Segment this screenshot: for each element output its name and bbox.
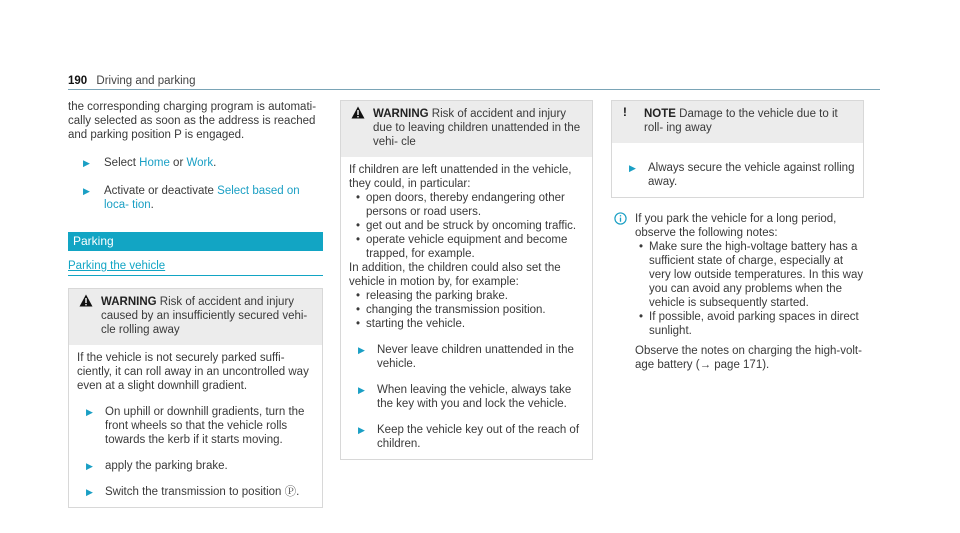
list-item: • If possible, avoid parking spaces in direct sunlight. [635,310,864,338]
warning-box-children [340,100,593,460]
header-divider [68,89,880,90]
warning-text: Risk of accident and injury caused by an insufficiently secured vehi- cle rolling away [101,296,308,336]
intro-paragraph: the corresponding charging program is automati- cally selected as soon as the address is reached and parking position P is engaged. [68,101,317,141]
page-number: 190 [68,75,88,87]
note-step: ▶ Always secure the vehicle against rolling away. [629,162,855,188]
section-title-bar: Parking [68,232,323,251]
warning-triangle-icon [351,106,365,119]
warning-text: Risk of accident and injury due to leaving children unattended in the vehi- cle [373,108,581,148]
bullet-list [635,240,864,338]
warning-box-rolling [68,288,323,508]
warning-step: ▶ Switch the transmission to position Ⓟ. [86,486,300,498]
step-arrow-icon: ▶ [86,461,93,471]
note-body [612,143,863,197]
warning-label: WARNING [101,296,157,308]
warning-body [69,345,322,507]
column-middle [340,100,593,460]
step-arrow-icon: ▶ [358,385,365,395]
list-item: • get out and be struck by oncoming traffic. [349,219,584,233]
list-item: • Make sure the high-voltage battery has a sufficient state of charge, especially at very low outside temperatures. In this way you can avoid any problems when the vehicle is subsequently started. [635,240,864,310]
step-select-location: ▶ Select Home or Work. [83,157,217,169]
step-arrow-icon: ▶ [629,163,636,173]
select-based-on-location-link[interactable]: Select based on loca- tion [104,185,300,211]
warning-step: ▶ Never leave children unattended in the vehicle. [358,344,574,370]
warning-label: WARNING [373,108,429,120]
warning-triangle-icon [79,294,93,307]
work-link[interactable]: Work [186,157,214,169]
subsection-title: Parking the vehicle [68,260,166,272]
warning-step: ▶ On uphill or downhill gradients, turn the front wheels so that the vehicle rolls towards the kerb if it starts moving. [86,406,305,446]
bullet-list [349,191,584,261]
warning-step: ▶ apply the parking brake. [86,460,228,472]
warning-paragraph: If the vehicle is not securely parked suffi- ciently, it can roll away in an uncontrolled way even at a slight downhill gradient. [77,352,309,392]
step-arrow-icon: ▶ [86,407,93,417]
info-paragraph: If you park the vehicle for a long period, observe the following notes: [635,213,837,239]
step-arrow-icon: ▶ [358,425,365,435]
step-arrow-icon: ▶ [358,345,365,355]
step-activate-location: ▶ Activate or deactivate Select based on loca- tion. [83,185,300,211]
step-arrow-icon: ▶ [83,158,90,168]
warning-lead: In addition, the children could also set the vehicle in motion by, for example: [349,262,561,288]
bullet-list [349,289,584,331]
warning-step: ▶ Keep the vehicle key out of the reach of children. [358,424,580,450]
list-item: • changing the transmission position. [349,303,584,317]
warning-step: ▶ When leaving the vehicle, always take the key with you and lock the vehicle. [358,384,572,410]
note-label: NOTE [644,108,676,120]
list-item: • open doors, thereby endangering other persons or road users. [349,191,584,219]
warning-lead: If children are left unattended in the vehicle, they could, in particular: [349,164,572,190]
note-box [611,100,864,198]
subsection-divider [68,275,323,276]
column-left [68,100,323,508]
warning-body [341,157,592,459]
exclamation-icon: ! [623,107,627,119]
info-outro: Observe the notes on charging the high-volt- age battery (→ page 171). [635,345,862,371]
column-right [611,100,864,372]
step-arrow-icon: ▶ [86,487,93,497]
note-header [612,101,863,143]
warning-header [69,289,322,345]
list-item: • releasing the parking brake. [349,289,584,303]
step-arrow-icon: ▶ [83,186,90,196]
home-link[interactable]: Home [139,157,170,169]
chapter-title: Driving and parking [96,75,196,87]
warning-header [341,101,592,157]
list-item: • operate vehicle equipment and become trapped, for example. [349,233,584,261]
info-icon [614,212,627,225]
note-text: Damage to the vehicle due to it roll- ing away [644,108,838,134]
info-block [611,212,864,372]
list-item: • starting the vehicle. [349,317,584,331]
page-header [68,74,880,88]
